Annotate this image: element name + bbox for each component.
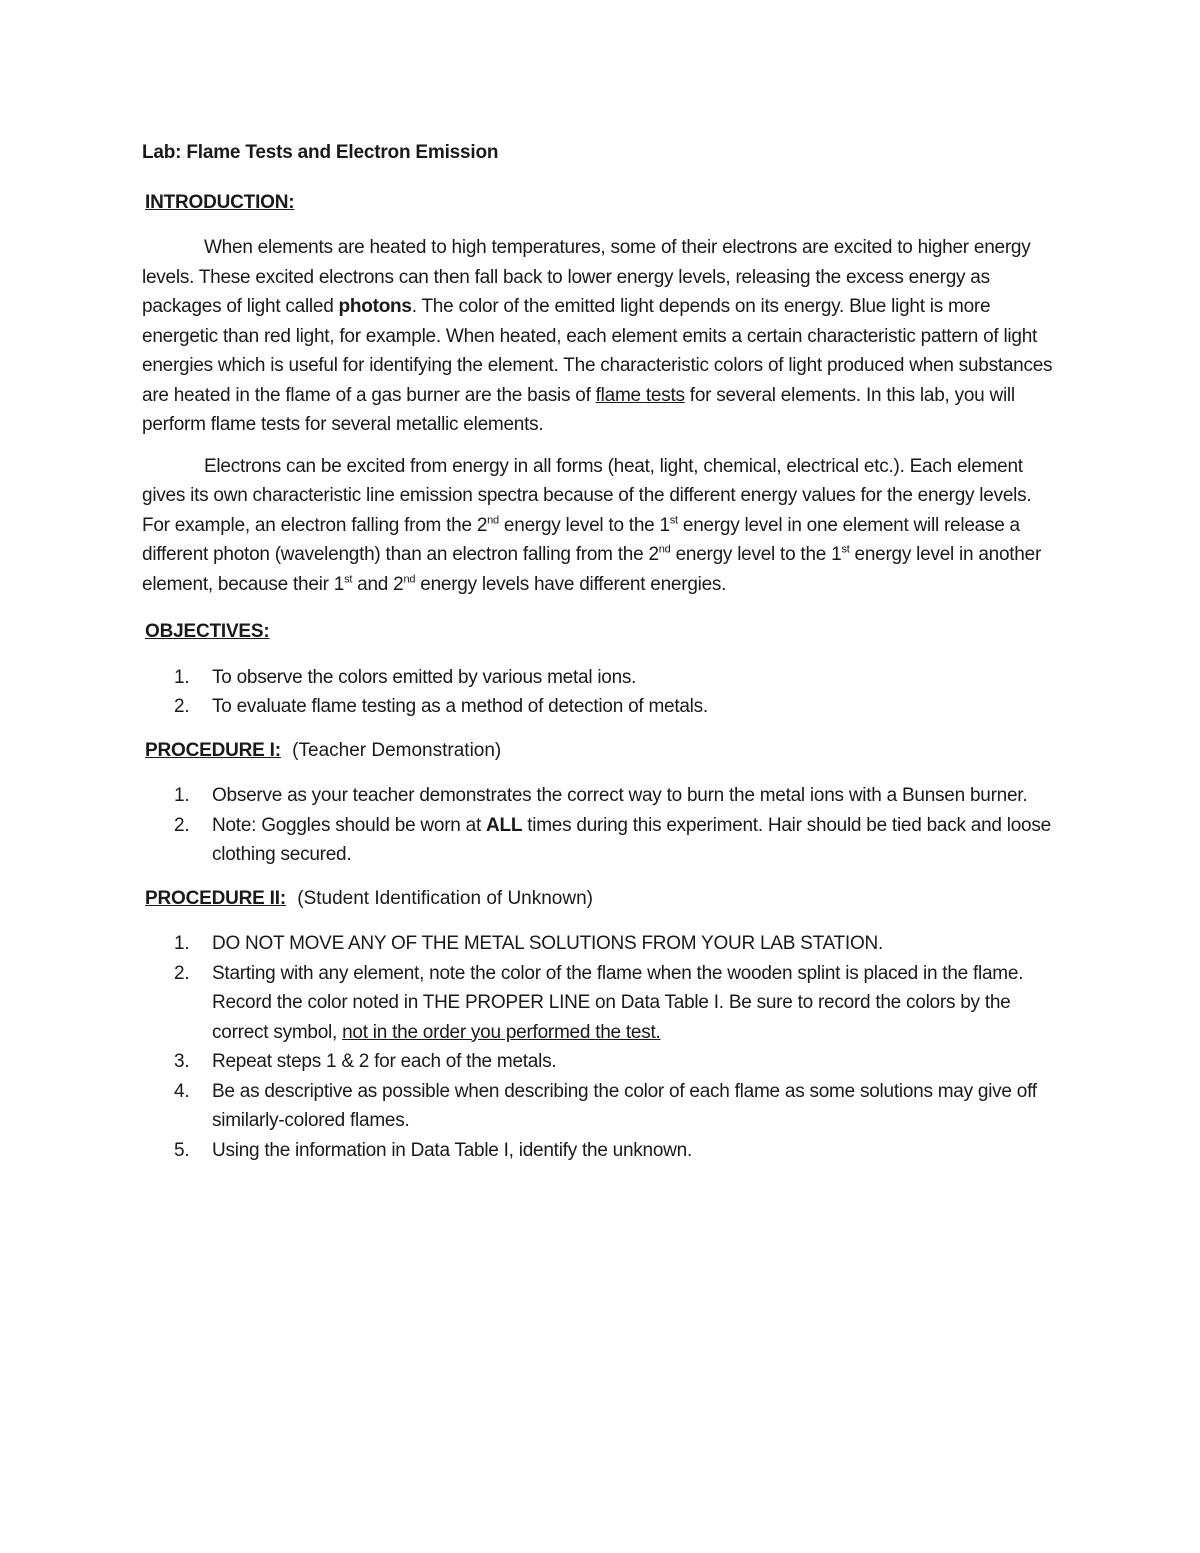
list-item-bold-all: ALL bbox=[486, 814, 523, 836]
list-item bbox=[142, 1047, 1062, 1077]
intro-p2-text-f: and 2 bbox=[352, 573, 404, 595]
list-number: 1. bbox=[174, 666, 190, 688]
list-item-text: Be as descriptive as possible when describing the color of each flame as some solutions may give off similarly-colored flames. bbox=[212, 1080, 1037, 1131]
procedure-2-list bbox=[142, 929, 1062, 1165]
list-item bbox=[142, 663, 1062, 693]
intro-p1-underline-flame-tests: flame tests bbox=[595, 384, 685, 406]
intro-p2-text-c: energy level in one element will release a different photon (wavelength) than an electron falling from the 2 bbox=[142, 514, 1020, 565]
procedure-2-section-header bbox=[145, 884, 1062, 914]
intro-p2-sup-5: st bbox=[344, 573, 353, 586]
intro-p2-text-e: energy level in another element, because their 1 bbox=[142, 544, 1042, 595]
list-item-text-b: times during this experiment. Hair should be tied back and loose clothing secured. bbox=[212, 814, 1051, 865]
intro-p2-sup-6: nd bbox=[403, 573, 416, 586]
intro-p1-bold-photons: photons bbox=[338, 296, 412, 317]
introduction-paragraph-1 bbox=[142, 233, 1062, 440]
list-number: 2. bbox=[174, 696, 190, 717]
list-number: 3. bbox=[174, 1051, 190, 1072]
list-item bbox=[142, 959, 1062, 1048]
list-item bbox=[142, 929, 1062, 959]
document-title: Lab: Flame Tests and Electron Emission bbox=[142, 142, 499, 163]
list-item-text: Observe as your teacher demonstrates the correct way to burn the metal ions with a Bunsen burner. bbox=[212, 785, 1028, 806]
list-item-text: DO NOT MOVE ANY OF THE METAL SOLUTIONS FROM YOUR LAB STATION. bbox=[212, 933, 883, 954]
list-item-text: Using the information in Data Table I, identify the unknown. bbox=[212, 1139, 692, 1161]
procedure-1-subtitle: (Teacher Demonstration) bbox=[292, 739, 502, 761]
objectives-heading: OBJECTIVES: bbox=[145, 621, 270, 642]
list-item bbox=[142, 811, 1062, 870]
list-item-text-a: Starting with any element, note the color of the flame when the wooden splint is placed in the flame. Record the color noted in THE PROPER LINE on Data Table I. Be sure to record the colors by the correct symbol, bbox=[212, 962, 1024, 1043]
list-number: 1. bbox=[174, 785, 190, 806]
list-number: 1. bbox=[174, 933, 190, 954]
objectives-list bbox=[142, 663, 1062, 722]
list-item bbox=[142, 692, 1062, 722]
intro-p2-text-d: energy level to the 1 bbox=[670, 544, 842, 565]
list-item-text-a: Note: Goggles should be worn at bbox=[212, 814, 487, 836]
procedure-1-heading: PROCEDURE I: bbox=[145, 739, 281, 761]
procedure-2-subtitle: (Student Identification of Unknown) bbox=[297, 887, 593, 909]
intro-p2-text-a: Electrons can be excited from energy in all forms (heat, light, chemical, electrical etc.). Each element gives its own characteristic line emission spectra because of the different energy values for the energy levels. For example, an electron falling from the 2 bbox=[142, 455, 1032, 536]
list-item-text: To evaluate flame testing as a method of detection of metals. bbox=[212, 696, 708, 717]
list-number: 4. bbox=[174, 1080, 190, 1102]
objectives-section-header bbox=[145, 617, 1062, 647]
list-item-text: Repeat steps 1 & 2 for each of the metals. bbox=[212, 1051, 557, 1072]
intro-p2-sup-1: nd bbox=[487, 514, 499, 527]
intro-p2-text-g: energy levels have different energies. bbox=[415, 573, 727, 595]
intro-p2-sup-4: st bbox=[841, 543, 850, 556]
intro-p2-text-b: energy level to the 1 bbox=[498, 514, 670, 536]
list-number: 2. bbox=[174, 962, 190, 984]
intro-p2-sup-3: nd bbox=[658, 543, 671, 556]
intro-p1-text-b: . The color of the emitted light depends on its energy. Blue light is more energetic than red light, for example. When heated, each element emits a certain characteristic pattern of light energies which is useful for identifying the element. The characteristic colors of light produced when substances are heated in the flame of a gas burner are the basis of bbox=[142, 296, 1053, 406]
list-item bbox=[142, 1077, 1062, 1136]
procedure-2-heading: PROCEDURE II: bbox=[145, 887, 286, 909]
list-item-text: To observe the colors emitted by various metal ions. bbox=[212, 666, 637, 688]
intro-p1-text-a: When elements are heated to high temperatures, some of their electrons are excited to higher energy levels. These excited electrons can then fall back to lower energy levels, releasing the excess energy as packages of light called bbox=[142, 237, 1031, 317]
list-number: 2. bbox=[174, 814, 190, 836]
list-item bbox=[142, 1136, 1062, 1166]
list-number: 5. bbox=[174, 1139, 190, 1161]
procedure-1-section-header bbox=[145, 736, 1062, 766]
procedure-1-list bbox=[142, 781, 1062, 870]
document-page bbox=[142, 138, 1062, 1179]
intro-p1-text-c: for several elements. In this lab, you will perform flame tests for several metallic elements. bbox=[142, 384, 1015, 435]
intro-p2-sup-2: st bbox=[669, 514, 678, 527]
introduction-paragraph-2 bbox=[142, 452, 1062, 600]
introduction-section-header bbox=[145, 188, 1062, 218]
introduction-heading: INTRODUCTION: bbox=[145, 191, 295, 213]
list-item-underline: not in the order you performed the test. bbox=[342, 1021, 661, 1043]
list-item bbox=[142, 781, 1062, 811]
